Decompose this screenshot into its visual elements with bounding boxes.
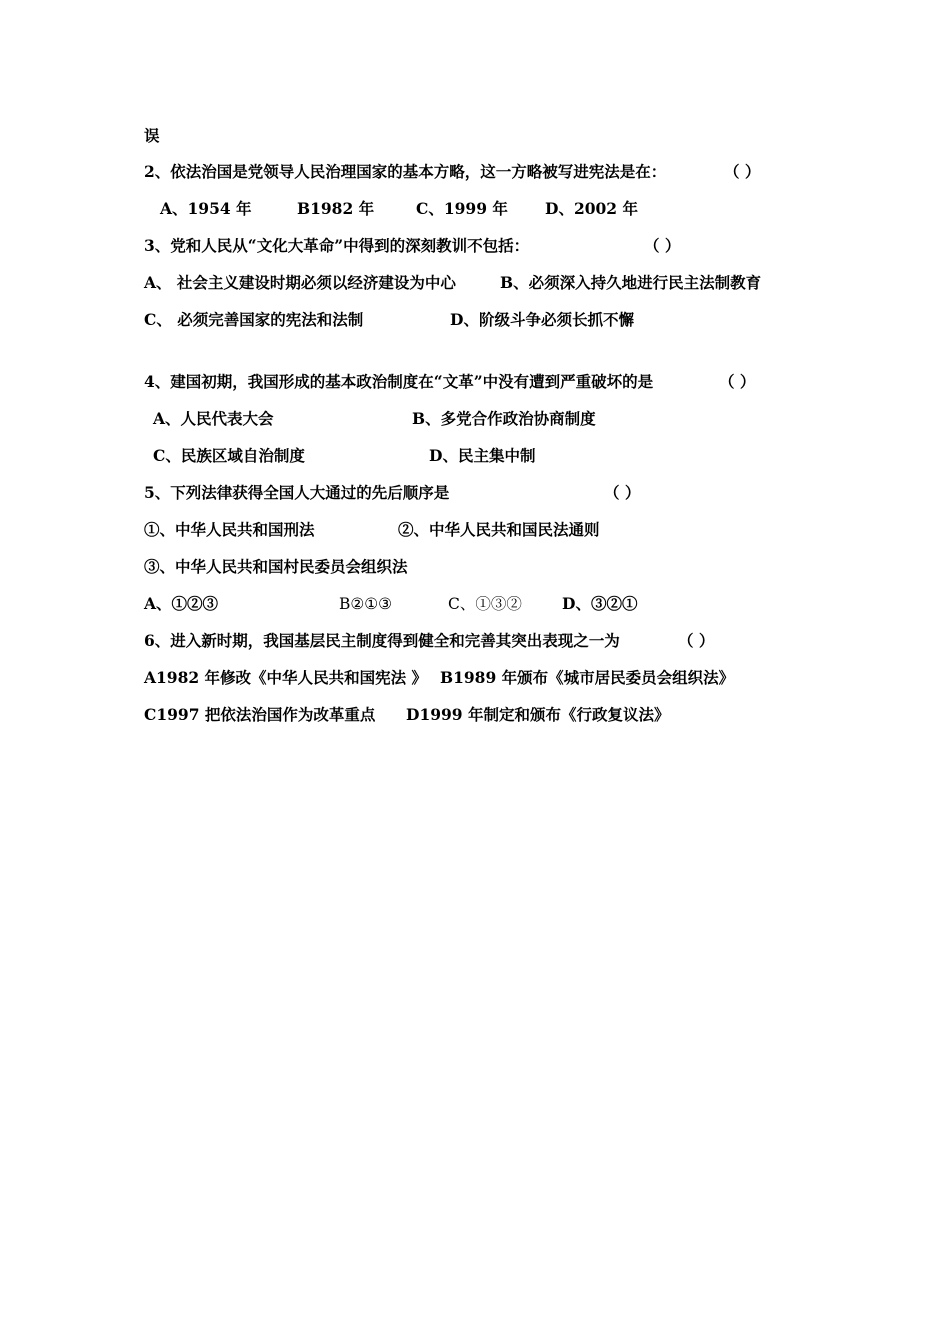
question-5-items-12 [144,518,844,542]
question-4 [144,370,844,394]
option-c: C、 必须完善国家的宪法和法制 [144,310,364,329]
question-2 [144,160,844,184]
question-3 [144,234,844,258]
question-3-options-ab [144,271,844,295]
question-4-stem: 4、建国初期，我国形成的基本政治制度在“文革”中没有遭到严重破坏的是 [144,372,654,391]
option-c: C1997 把依法治国作为改革重点 [144,705,376,724]
option-a: A、①②③ [144,594,219,613]
option-b: B、必须深入持久地进行民主法制教育 [500,273,762,292]
option-b: B、多党合作政治协商制度 [412,409,596,428]
option-a: A、1954 年 [160,199,252,218]
question-2-answer-blank: （ ） [724,162,761,181]
option-b: B1989 年颁布《城市居民委员会组织法》 [440,668,735,687]
option-d: D1999 年制定和颁布《行政复议法》 [406,705,670,724]
question-5-options [144,592,844,616]
question-6-stem: 6、进入新时期，我国基层民主制度得到健全和完善其突出表现之一为 [144,631,620,650]
fragment-text: 误 [144,126,160,145]
question-2-options [144,197,844,221]
question-4-options-ab [144,407,844,431]
law-item-3: ③、中华人民共和国村民委员会组织法 [144,557,408,576]
text-line-fragment [144,124,160,148]
option-c: C、民族区域自治制度 [153,446,305,465]
option-b: B②①③ [339,595,393,613]
question-5-item-3 [144,555,844,579]
option-d: D、③②① [562,594,638,613]
question-5-answer-blank: （ ） [604,483,641,502]
question-2-stem: 2、依法治国是党领导人民治理国家的基本方略，这一方略被写进宪法是在： [144,162,667,181]
question-6 [144,629,844,653]
option-b: B1982 年 [297,199,375,218]
option-d: D、阶级斗争必须长抓不懈 [450,310,634,329]
option-a: A、 社会主义建设时期必须以经济建设为中心 [144,273,456,292]
question-6-answer-blank: （ ） [678,631,715,650]
law-item-2: ②、中华人民共和国民法通则 [398,520,600,539]
question-6-options-cd [144,703,844,727]
option-a: A1982 年修改《中华人民共和国宪法 》 [144,668,427,687]
question-3-stem: 3、党和人民从“文化大革命”中得到的深刻教训不包括： [144,236,530,255]
question-4-answer-blank: （ ） [719,372,756,391]
law-item-1: ①、中华人民共和国刑法 [144,520,315,539]
option-d: D、2002 年 [545,199,638,218]
question-5-stem: 5、下列法律获得全国人大通过的先后顺序是 [144,483,450,502]
question-3-answer-blank: （ ） [644,236,681,255]
option-d: D、民主集中制 [429,446,536,465]
question-4-options-cd [144,444,844,468]
option-c: C、①③② [448,595,522,613]
question-6-options-ab [144,666,844,690]
option-a: A、人民代表大会 [153,409,274,428]
question-3-options-cd [144,308,844,332]
option-c: C、1999 年 [416,199,508,218]
question-5 [144,481,844,505]
